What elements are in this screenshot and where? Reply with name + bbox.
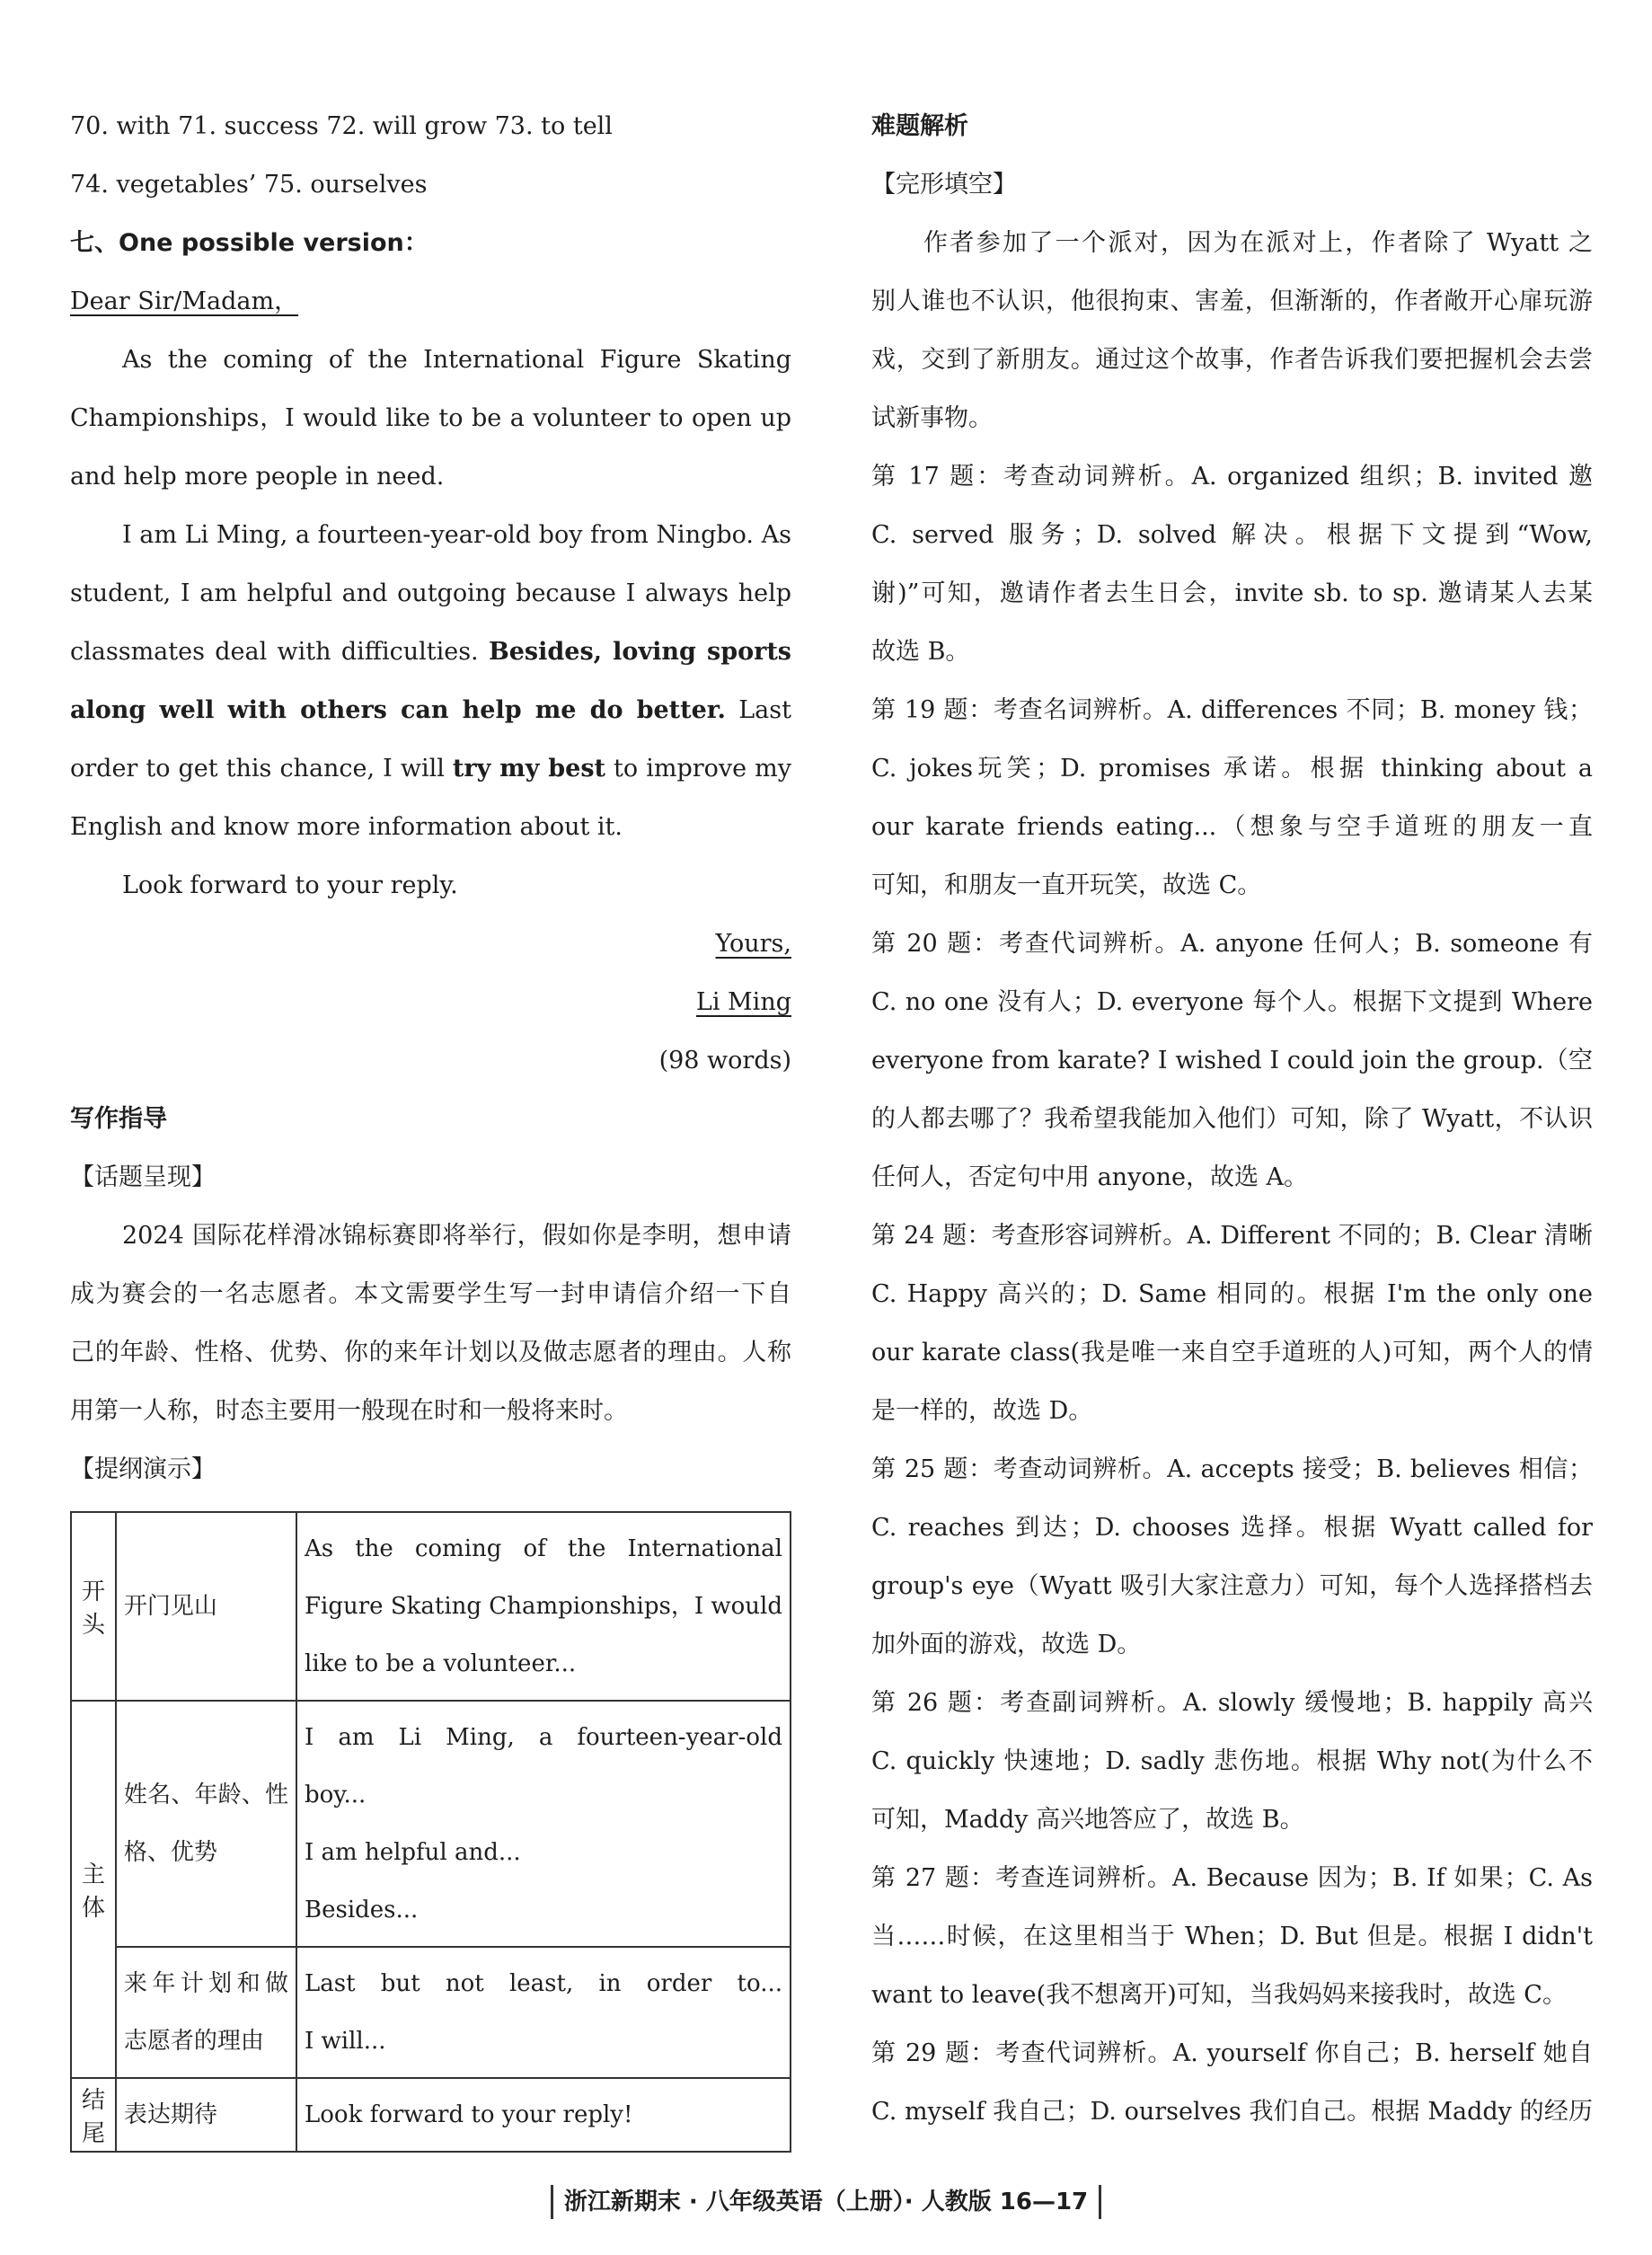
table-cell: 来年计划和做 志愿者的理由 <box>116 1947 296 2078</box>
word-count: (98 words) <box>658 1047 791 1074</box>
table-cell: 姓名、年龄、性 格、优势 <box>116 1701 296 1947</box>
analysis-line: C. myself 我自己；D. ourselves 我们自己。根据 Maddy 的经历 <box>871 2098 1593 2126</box>
analysis-line: 任何人，否定句中用 anyone，故选 A。 <box>871 1163 1309 1191</box>
left-column <box>70 97 791 2153</box>
analysis-line: C. served 服务；D. solved 解决。根据下文提到“Wow, <box>871 521 1593 549</box>
essay-line: As the coming of the International Figure Skating <box>122 346 791 374</box>
analysis-line: our karate class(我是唯一来自空手道班的人)可知，两个人的情 <box>871 1339 1593 1366</box>
analysis-line: 谢)”可知，邀请作者去生日会，invite sb. to sp. 邀请某人去某 <box>871 579 1593 607</box>
page-footer: 浙江新期末 · 八年级英语（上册）· 人教版 16—17 <box>0 2183 1652 2216</box>
essay-line: classmates deal with difficulties. Besides, loving sports <box>70 638 791 666</box>
table-cell: I am Li Ming, a fourteen-year-old boy... I am helpful and... Besides... <box>296 1701 791 1947</box>
salutation: Dear Sir/Madam， <box>70 287 299 315</box>
analysis-line: 当……时候，在这里相当于 When；D. But 但是。根据 I didn't <box>871 1923 1593 1950</box>
essay-line: Look forward to your reply. <box>122 871 458 899</box>
essay-line: Championships，I would like to be a volunteer to open up <box>70 404 791 432</box>
table-cell: 开头 <box>71 1512 116 1701</box>
topic-line: 2024 国际花样滑冰锦标赛即将举行，假如你是李明，想申请 <box>122 1222 791 1250</box>
table-cell: 表达期待 <box>116 2078 296 2152</box>
analysis-line: 第 17 题：考查动词辨析。A. organized 组织；B. invited 邀 <box>871 463 1593 491</box>
analysis-line: 作者参加了一个派对，因为在派对上，作者除了 Wyatt 之 <box>923 229 1593 257</box>
analysis-line: 别人谁也不认识，他很拘束、害羞，但渐渐的，作者敞开心扉玩游 <box>871 287 1593 315</box>
analysis-line: 第 29 题：考查代词辨析。A. yourself 你自己；B. herself 她自 <box>871 2039 1593 2067</box>
analysis-line: 第 27 题：考查连词辨析。A. Because 因为；B. If 如果；C. As <box>871 1864 1593 1892</box>
signature: Li Ming <box>695 988 791 1016</box>
table-cell: 主体 <box>71 1701 116 2078</box>
essay-line: along well with others can help me do better. Last <box>70 696 791 724</box>
analysis-line: C. jokes玩笑；D. promises 承诺。根据 thinking about a <box>871 755 1593 783</box>
table-row <box>71 1947 791 2078</box>
analysis-line: 试新事物。 <box>871 404 993 432</box>
topic-title: 【话题呈现】 <box>70 1163 216 1191</box>
table-cell: 结尾 <box>71 2078 116 2152</box>
analysis-line: 的人都去哪了？我希望我能加入他们）可知，除了 Wyatt，不认识 <box>871 1105 1593 1133</box>
analysis-line: everyone from karate? I wished I could join the group.（空 <box>871 1047 1593 1074</box>
analysis-line: 戏，交到了新朋友。通过这个故事，作者告诉我们要把握机会去尝 <box>871 346 1593 374</box>
essay-line: order to get this chance, I will try my best to improve my <box>70 755 791 783</box>
topic-line: 成为赛会的一名志愿者。本文需要学生写一封申请信介绍一下自 <box>70 1280 791 1308</box>
table-cell: Look forward to your reply! <box>296 2078 791 2152</box>
analysis-line: C. no one 没有人；D. everyone 每个人。根据下文提到 Where <box>871 988 1593 1016</box>
analysis-line: 第 26 题：考查副词辨析。A. slowly 缓慢地；B. happily 高兴 <box>871 1689 1593 1717</box>
analysis-line: 可知，和朋友一直开玩笑，故选 C。 <box>871 871 1262 899</box>
topic-line: 己的年龄、性格、优势、你的来年计划以及做志愿者的理由。人称 <box>70 1339 791 1366</box>
analysis-line: 第 20 题：考查代词辨析。A. anyone 任何人；B. someone 有 <box>871 930 1593 958</box>
analysis-line: want to leave(我不想离开)可知，当我妈妈来接我时，故选 C。 <box>871 1981 1567 2009</box>
section-title: 七、One possible version： <box>70 229 428 257</box>
answers-line-1: 70. with 71. success 72. will grow 73. to tell <box>70 112 613 140</box>
closing: Yours, <box>715 930 791 958</box>
analysis-line: 加外面的游戏，故选 D。 <box>871 1631 1142 1658</box>
topic-line: 用第一人称，时态主要用一般现在时和一般将来时。 <box>70 1397 628 1425</box>
essay-line: I am Li Ming, a fourteen-year-old boy from Ningbo. As <box>122 521 791 549</box>
analysis-line: 第 25 题：考查动词辨析。A. accepts 接受；B. believes 相信； <box>871 1455 1593 1483</box>
analysis-line: 故选 B。 <box>871 638 970 666</box>
analysis-line: C. reaches 到达；D. chooses 选择。根据 Wyatt called for <box>871 1514 1593 1542</box>
analysis-line: 是一样的，故选 D。 <box>871 1397 1093 1425</box>
table-cell: Last but not least, in order to... I will... <box>296 1947 791 2078</box>
essay-line: and help more people in need. <box>70 463 445 491</box>
analysis-line: C. quickly 快速地；D. sadly 悲伤地。根据 Why not(为什么不 <box>871 1747 1593 1775</box>
table-row <box>71 1512 791 1701</box>
outline-table <box>70 1511 791 2153</box>
cloze-title: 【完形填空】 <box>871 171 1017 199</box>
analysis-line: 第 19 题：考查名词辨析。A. differences 不同；B. money 钱； <box>871 696 1593 724</box>
analysis-line: 第 24 题：考查形容词辨析。A. Different 不同的；B. Clear 清晰 <box>871 1222 1593 1250</box>
analysis-body <box>871 214 1593 2141</box>
table-cell: As the coming of the International Figure Skating Championships，I would like to be a volunteer... <box>296 1512 791 1701</box>
analysis-line: our karate friends eating...（想象与空手道班的朋友一直 <box>871 813 1593 841</box>
analysis-line: group's eye（Wyatt 吸引大家注意力）可知，每个人选择搭档去 <box>871 1572 1593 1600</box>
analysis-line: 可知，Maddy 高兴地答应了，故选 B。 <box>871 1806 1304 1834</box>
right-column <box>871 97 1593 2141</box>
outline-title: 【提纲演示】 <box>70 1455 216 1483</box>
answers-line-2: 74. vegetables’ 75. ourselves <box>70 171 428 199</box>
table-row <box>71 1701 791 1947</box>
analysis-line: C. Happy 高兴的；D. Same 相同的。根据 I'm the only one <box>871 1280 1593 1308</box>
table-cell: 开门见山 <box>116 1512 296 1701</box>
guide-title: 写作指导 <box>70 1105 167 1133</box>
table-row <box>71 2078 791 2152</box>
essay-line: English and know more information about it. <box>70 813 623 841</box>
essay-line: student, I am helpful and outgoing because I always help <box>70 579 791 607</box>
analysis-title: 难题解析 <box>871 112 968 140</box>
